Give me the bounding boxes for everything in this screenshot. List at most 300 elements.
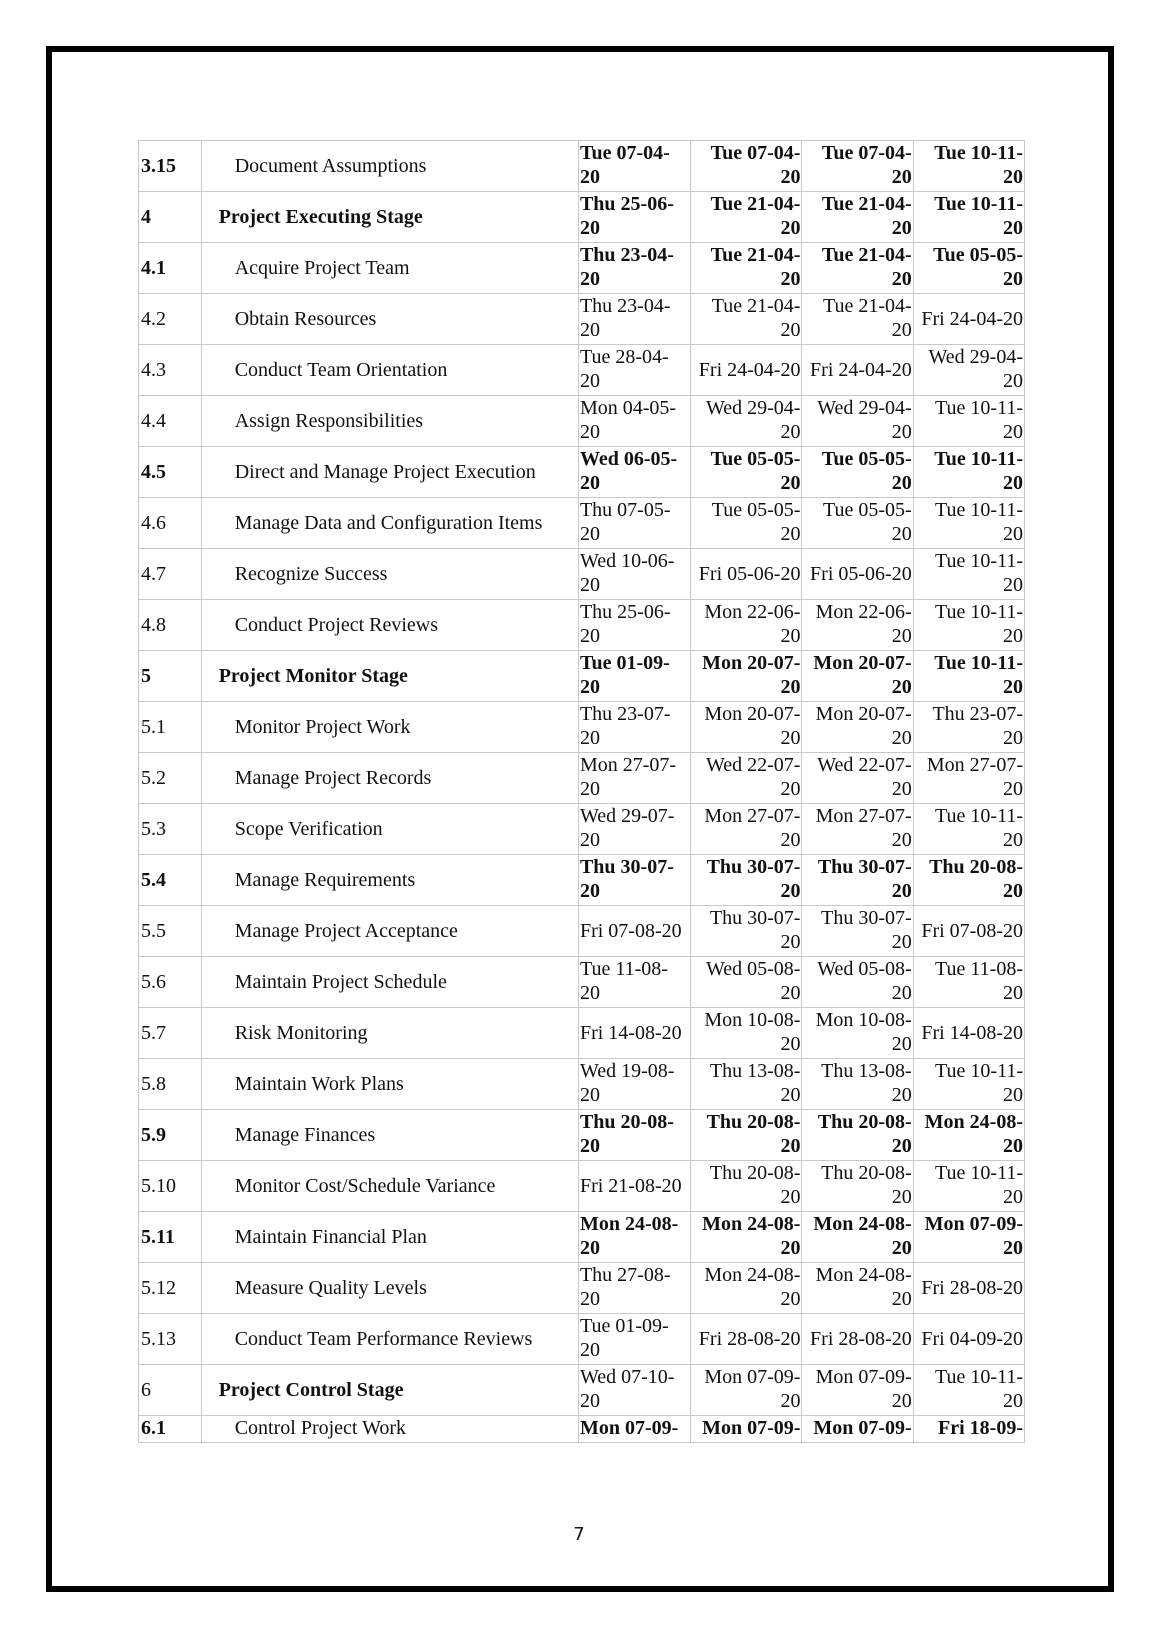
date-cell-d4	[913, 804, 1024, 855]
date-cell-d1	[578, 1263, 690, 1314]
task-id: 6	[139, 1365, 202, 1416]
date-text: Mon 10-08-	[704, 1009, 801, 1031]
task-name: Manage Data and Configuration Items	[234, 512, 543, 534]
date-text: 20	[780, 1288, 801, 1310]
date-cell-d3	[802, 804, 913, 855]
date-text: 20	[579, 421, 600, 443]
date-cell-d1	[578, 855, 690, 906]
date-cell-d4	[913, 1212, 1024, 1263]
date-text: 20	[579, 166, 600, 188]
table-row	[139, 753, 1025, 804]
task-name: Manage Requirements	[234, 869, 416, 891]
task-name-cell	[201, 447, 578, 498]
date-text: 20	[891, 268, 912, 290]
date-cell-d2	[691, 600, 802, 651]
date-text: Tue 21-04-	[711, 295, 801, 317]
date-text: Mon 07-09-	[924, 1213, 1023, 1235]
date-text: 20	[891, 217, 912, 239]
date-text: 20	[579, 523, 600, 545]
task-name: Monitor Project Work	[234, 716, 411, 738]
date-cell-d4	[913, 498, 1024, 549]
task-name-cell	[201, 804, 578, 855]
date-cell-d2	[691, 957, 802, 1008]
date-text: Thu 20-08-	[579, 1111, 674, 1133]
date-text: Wed 10-06-	[579, 550, 675, 572]
task-name: Recognize Success	[234, 563, 388, 585]
date-text: 20	[780, 1033, 801, 1055]
task-name-cell	[201, 1110, 578, 1161]
task-name: Assign Responsibilities	[234, 410, 424, 432]
table-row	[139, 396, 1025, 447]
date-text: Tue 05-05-	[933, 244, 1023, 266]
task-name-cell	[201, 498, 578, 549]
date-cell-d3	[802, 243, 913, 294]
date-text: 20	[1003, 1135, 1023, 1157]
task-name-cell	[201, 549, 578, 600]
task-id: 4	[139, 192, 202, 243]
date-text: Tue 10-11-	[935, 1162, 1023, 1184]
date-cell-d2	[691, 1212, 802, 1263]
task-name-cell	[201, 1314, 578, 1365]
date-text: Mon 27-07-	[926, 754, 1023, 776]
date-cell-d1	[578, 192, 690, 243]
task-name: Maintain Project Schedule	[234, 971, 447, 993]
date-cell-d2	[691, 753, 802, 804]
table-row	[139, 804, 1025, 855]
date-text: Thu 07-05-	[579, 499, 671, 521]
date-text: 20	[891, 1033, 912, 1055]
task-name-cell	[201, 192, 578, 243]
date-cell-d4	[913, 1263, 1024, 1314]
date-cell-d4	[913, 1161, 1024, 1212]
date-text: 20	[891, 727, 912, 749]
date-cell-d3	[802, 1161, 913, 1212]
date-text: 20	[579, 880, 600, 902]
date-text: Fri 24-04-20	[810, 359, 912, 381]
date-text: 20	[780, 1237, 801, 1259]
date-cell-d2	[691, 1314, 802, 1365]
date-text: 20	[780, 880, 801, 902]
table-row	[139, 498, 1025, 549]
schedule-table-body	[139, 141, 1025, 1443]
table-row	[139, 957, 1025, 1008]
table-row	[139, 906, 1025, 957]
task-id: 5.3	[139, 804, 202, 855]
date-cell-d2	[691, 396, 802, 447]
date-cell-d1	[578, 447, 690, 498]
date-cell-d2	[691, 1161, 802, 1212]
date-cell-d4	[913, 345, 1024, 396]
date-text: 20	[780, 1135, 801, 1157]
date-text: 20	[579, 1135, 600, 1157]
task-id: 5.4	[139, 855, 202, 906]
date-text: Mon 20-07-	[813, 652, 912, 674]
date-cell-d3	[802, 294, 913, 345]
date-text: Tue 21-04-	[821, 244, 912, 266]
date-cell-d1	[578, 141, 690, 192]
table-row	[139, 447, 1025, 498]
date-text: Wed 29-07-	[579, 805, 675, 827]
date-text: 20	[891, 319, 912, 341]
date-text: Thu 30-07-	[709, 907, 801, 929]
date-text: Wed 19-08-	[579, 1060, 675, 1082]
date-text: Mon 07-09-	[704, 1366, 801, 1388]
date-text: 20	[891, 676, 912, 698]
date-cell-d2	[691, 1365, 802, 1416]
date-text: 20	[579, 574, 600, 596]
date-text: Mon 22-06-	[704, 601, 801, 623]
date-text: Tue 10-11-	[935, 499, 1023, 521]
task-name: Project Monitor Stage	[218, 665, 408, 687]
date-cell-d1	[578, 753, 690, 804]
date-text: Tue 10-11-	[934, 193, 1023, 215]
date-text: 20	[780, 421, 801, 443]
date-text: Thu 30-07-	[706, 856, 801, 878]
date-text: Wed 05-08-	[705, 958, 801, 980]
date-text: Fri 18-09-	[938, 1417, 1023, 1439]
date-cell-d2	[691, 1110, 802, 1161]
task-name-cell	[201, 1008, 578, 1059]
date-text: Fri 07-08-20	[579, 920, 682, 942]
task-name: Manage Project Acceptance	[234, 920, 458, 942]
task-id: 5.1	[139, 702, 202, 753]
date-text: Fri 28-08-20	[698, 1328, 801, 1350]
date-text: 20	[1003, 880, 1023, 902]
date-cell-d1	[578, 702, 690, 753]
task-name-cell	[201, 600, 578, 651]
date-cell-d4	[913, 702, 1024, 753]
date-cell-d4	[913, 243, 1024, 294]
date-text: Thu 30-07-	[817, 856, 912, 878]
table-row	[139, 1365, 1025, 1416]
date-cell-d1	[578, 906, 690, 957]
date-text: 20	[579, 217, 600, 239]
date-cell-d4	[913, 651, 1024, 702]
date-cell-d3	[802, 600, 913, 651]
task-name: Acquire Project Team	[234, 257, 410, 279]
table-row	[139, 345, 1025, 396]
date-cell-d1	[578, 1212, 690, 1263]
date-text: Mon 24-08-	[924, 1111, 1023, 1133]
date-text: Tue 10-11-	[935, 550, 1023, 572]
task-name: Obtain Resources	[234, 308, 377, 330]
date-text: 20	[579, 778, 600, 800]
table-row	[139, 855, 1025, 906]
date-text: 20	[579, 268, 600, 290]
date-text: Tue 21-04-	[821, 193, 912, 215]
date-cell-d3	[802, 1314, 913, 1365]
date-text: 20	[780, 778, 801, 800]
date-text: Thu 30-07-	[579, 856, 674, 878]
date-text: Thu 25-06-	[579, 601, 671, 623]
task-id: 4.3	[139, 345, 202, 396]
task-name-cell	[201, 753, 578, 804]
date-text: 20	[1003, 625, 1023, 647]
date-text: Tue 10-11-	[934, 142, 1023, 164]
date-text: 20	[891, 1288, 912, 1310]
date-text: Tue 10-11-	[935, 1060, 1023, 1082]
task-name: Conduct Team Performance Reviews	[234, 1328, 533, 1350]
date-text: Fri 21-08-20	[579, 1175, 682, 1197]
date-text: Wed 07-10-	[579, 1366, 675, 1388]
task-name: Measure Quality Levels	[234, 1277, 427, 1299]
date-text: Fri 24-04-20	[698, 359, 801, 381]
date-cell-d2	[691, 447, 802, 498]
date-text: 20	[891, 625, 912, 647]
task-name: Maintain Work Plans	[234, 1073, 404, 1095]
date-cell-d3	[802, 1263, 913, 1314]
date-text: Thu 27-08-	[579, 1264, 671, 1286]
date-cell-d4	[913, 1110, 1024, 1161]
date-text: 20	[579, 370, 600, 392]
date-cell-d1	[578, 396, 690, 447]
task-name: Document Assumptions	[234, 155, 427, 177]
date-text: Tue 21-04-	[710, 193, 801, 215]
date-text: 20	[1003, 217, 1023, 239]
date-cell-d4	[913, 192, 1024, 243]
date-text: Mon 24-08-	[815, 1264, 912, 1286]
date-text: Tue 01-09-	[579, 1315, 669, 1337]
date-text: Fri 07-08-20	[921, 920, 1023, 942]
table-row	[139, 1110, 1025, 1161]
date-text: Tue 05-05-	[710, 448, 801, 470]
table-row	[139, 1212, 1025, 1263]
task-id: 5.8	[139, 1059, 202, 1110]
date-cell-d3	[802, 753, 913, 804]
task-id: 5.12	[139, 1263, 202, 1314]
date-text: 20	[579, 319, 600, 341]
date-cell-d2	[691, 855, 802, 906]
task-name-cell	[201, 345, 578, 396]
task-name-cell	[201, 1263, 578, 1314]
task-name-cell	[201, 1212, 578, 1263]
date-cell-d4	[913, 1365, 1024, 1416]
date-cell-d2	[691, 549, 802, 600]
date-text: 20	[1003, 166, 1023, 188]
date-text: Thu 23-04-	[579, 244, 674, 266]
date-text: 20	[891, 1135, 912, 1157]
date-cell-d2	[691, 294, 802, 345]
date-text: Tue 21-04-	[710, 244, 801, 266]
date-text: Fri 04-09-20	[921, 1328, 1023, 1350]
date-text: 20	[1003, 421, 1023, 443]
task-id: 5.5	[139, 906, 202, 957]
date-text: Wed 29-04-	[705, 397, 801, 419]
date-text: Mon 24-08-	[702, 1213, 801, 1235]
date-cell-d1	[578, 1059, 690, 1110]
table-row	[139, 702, 1025, 753]
table-row	[139, 1059, 1025, 1110]
date-text: 20	[891, 829, 912, 851]
date-text: 20	[579, 676, 600, 698]
date-text: 20	[1003, 727, 1023, 749]
date-text: 20	[780, 1186, 801, 1208]
date-text: Mon 07-09-	[702, 1417, 801, 1439]
date-text: 20	[891, 1237, 912, 1259]
date-cell-d3	[802, 498, 913, 549]
table-row	[139, 1416, 1025, 1443]
date-text: 20	[891, 166, 912, 188]
date-cell-d3	[802, 1212, 913, 1263]
date-text: 20	[579, 472, 600, 494]
date-text: Tue 10-11-	[935, 1366, 1023, 1388]
date-text: 20	[780, 217, 801, 239]
date-text: Thu 20-08-	[929, 856, 1023, 878]
date-cell-d4	[913, 294, 1024, 345]
date-text: 20	[891, 982, 912, 1004]
date-text: Tue 05-05-	[821, 448, 912, 470]
date-text: Tue 07-04-	[579, 142, 670, 164]
date-text: 20	[891, 421, 912, 443]
date-text: Mon 07-09-	[815, 1366, 912, 1388]
date-text: Tue 07-04-	[821, 142, 912, 164]
date-text: 20	[579, 982, 600, 1004]
task-name: Direct and Manage Project Execution	[234, 461, 536, 483]
date-text: 20	[891, 880, 912, 902]
task-id: 5.6	[139, 957, 202, 1008]
date-cell-d1	[578, 294, 690, 345]
date-text: 20	[780, 319, 801, 341]
task-name: Manage Project Records	[234, 767, 432, 789]
date-cell-d1	[578, 549, 690, 600]
date-cell-d4	[913, 396, 1024, 447]
date-cell-d3	[802, 447, 913, 498]
date-text: 20	[780, 982, 801, 1004]
task-name-cell	[201, 855, 578, 906]
table-row	[139, 141, 1025, 192]
date-cell-d4	[913, 1059, 1024, 1110]
date-cell-d2	[691, 1008, 802, 1059]
date-cell-d4	[913, 447, 1024, 498]
date-text: Tue 10-11-	[935, 601, 1023, 623]
date-cell-d4	[913, 906, 1024, 957]
date-cell-d2	[691, 804, 802, 855]
table-row	[139, 1263, 1025, 1314]
table-row	[139, 192, 1025, 243]
table-row	[139, 1161, 1025, 1212]
date-text: Fri 14-08-20	[579, 1022, 682, 1044]
date-text: Mon 22-06-	[815, 601, 912, 623]
date-cell-d2	[691, 345, 802, 396]
date-text: Thu 25-06-	[579, 193, 674, 215]
date-text: Mon 10-08-	[815, 1009, 912, 1031]
date-text: Mon 24-08-	[704, 1264, 801, 1286]
date-cell-d1	[578, 804, 690, 855]
date-text: 20	[1003, 676, 1023, 698]
date-text: Tue 11-08-	[579, 958, 668, 980]
date-cell-d2	[691, 702, 802, 753]
task-name-cell	[201, 1059, 578, 1110]
date-text: Tue 11-08-	[935, 958, 1023, 980]
table-row	[139, 600, 1025, 651]
date-text: Wed 29-04-	[928, 346, 1023, 368]
date-cell-d2	[691, 498, 802, 549]
date-cell-d3	[802, 1365, 913, 1416]
date-text: 20	[1003, 1084, 1023, 1106]
task-id: 4.7	[139, 549, 202, 600]
date-text: Fri 24-04-20	[921, 308, 1023, 330]
date-cell-d1	[578, 651, 690, 702]
date-cell-d1	[578, 600, 690, 651]
date-text: Wed 05-08-	[817, 958, 912, 980]
date-cell-d4	[913, 600, 1024, 651]
date-text: Mon 24-08-	[813, 1213, 912, 1235]
date-text: Tue 10-11-	[934, 652, 1023, 674]
date-text: Mon 24-08-	[579, 1213, 679, 1235]
date-cell-d4	[913, 549, 1024, 600]
date-text: Mon 27-07-	[815, 805, 912, 827]
date-text: 20	[780, 1084, 801, 1106]
date-cell-d4	[913, 753, 1024, 804]
date-cell-d1	[578, 498, 690, 549]
task-name-cell	[201, 702, 578, 753]
date-text: Wed 22-07-	[705, 754, 801, 776]
date-text: 20	[780, 523, 801, 545]
task-id: 6.1	[139, 1416, 202, 1443]
schedule-table	[138, 140, 1025, 1443]
page-number: 7	[573, 1524, 585, 1545]
date-text: 20	[1003, 523, 1023, 545]
date-text: 20	[780, 166, 801, 188]
date-text: Mon 27-07-	[579, 754, 677, 776]
task-name: Maintain Financial Plan	[234, 1226, 427, 1248]
date-text: 20	[1003, 574, 1023, 596]
date-cell-d4	[913, 1314, 1024, 1365]
date-cell-d2	[691, 1416, 802, 1443]
task-id: 4.8	[139, 600, 202, 651]
date-text: 20	[780, 727, 801, 749]
date-cell-d4	[913, 855, 1024, 906]
date-text: 20	[1003, 829, 1023, 851]
date-cell-d1	[578, 1314, 690, 1365]
date-cell-d2	[691, 141, 802, 192]
date-text: Thu 23-07-	[932, 703, 1023, 725]
date-text: Mon 07-09-	[579, 1417, 679, 1439]
table-row	[139, 243, 1025, 294]
date-cell-d2	[691, 651, 802, 702]
date-text: Fri 05-06-20	[810, 563, 912, 585]
date-cell-d1	[578, 345, 690, 396]
task-name: Conduct Project Reviews	[234, 614, 439, 636]
date-text: Tue 05-05-	[711, 499, 801, 521]
date-text: Tue 28-04-	[579, 346, 669, 368]
task-name-cell	[201, 396, 578, 447]
task-name-cell	[201, 1365, 578, 1416]
date-text: Mon 20-07-	[815, 703, 912, 725]
table-row	[139, 651, 1025, 702]
date-cell-d3	[802, 549, 913, 600]
date-cell-d4	[913, 1008, 1024, 1059]
date-text: 20	[891, 1084, 912, 1106]
date-cell-d1	[578, 1416, 690, 1443]
date-text: 20	[780, 625, 801, 647]
date-text: Fri 28-08-20	[921, 1277, 1023, 1299]
date-text: Tue 01-09-	[579, 652, 670, 674]
date-text: Thu 30-07-	[821, 907, 912, 929]
date-text: 20	[780, 676, 801, 698]
task-name: Project Executing Stage	[218, 206, 423, 228]
date-text: 20	[891, 1390, 912, 1412]
date-cell-d3	[802, 141, 913, 192]
date-text: Mon 20-07-	[704, 703, 801, 725]
date-text: Thu 23-04-	[579, 295, 671, 317]
date-text: 20	[780, 268, 801, 290]
date-text: 20	[1003, 268, 1023, 290]
task-name-cell	[201, 1416, 578, 1443]
date-text: 20	[891, 472, 912, 494]
date-cell-d3	[802, 396, 913, 447]
date-text: 20	[891, 523, 912, 545]
